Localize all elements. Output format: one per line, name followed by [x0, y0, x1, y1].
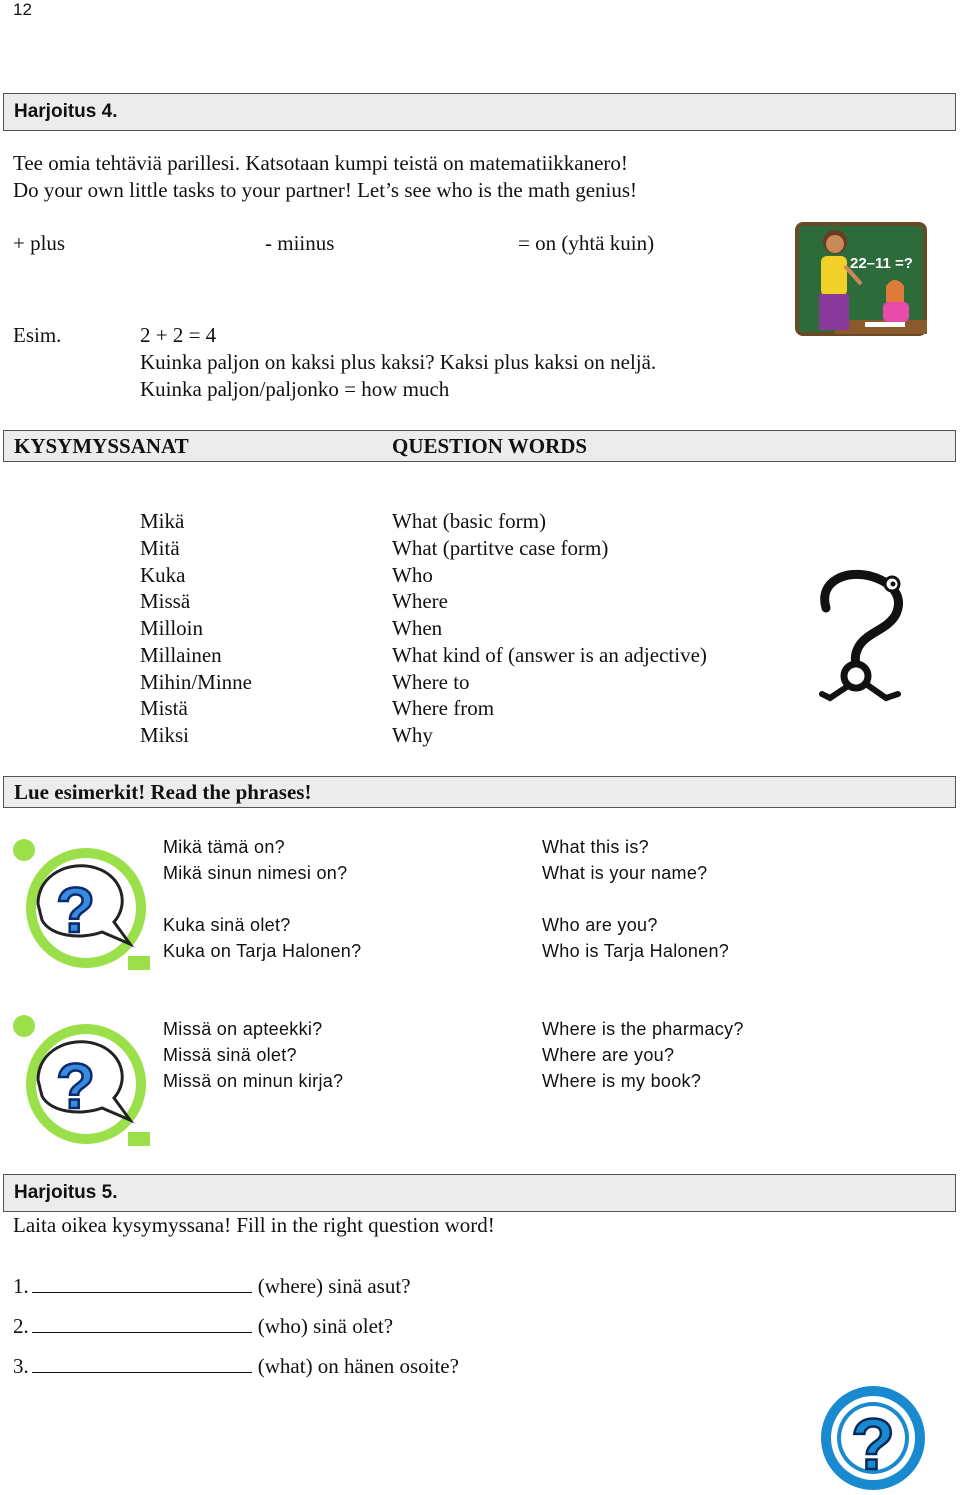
word-en: Why — [392, 723, 433, 747]
svg-text:?: ? — [56, 1050, 96, 1122]
question-words-header-en: QUESTION WORDS — [392, 434, 588, 458]
exercise-5-title: Harjoitus 5. — [14, 1182, 118, 1203]
operator-plus: + plus — [13, 231, 66, 255]
word-en: Who — [392, 563, 433, 587]
operator-equals: = on (yhtä kuin) — [518, 231, 655, 255]
word-en: Where — [392, 589, 448, 613]
item-text: (what) on hänen osoite? — [257, 1354, 459, 1378]
question-mark-figure-icon — [808, 566, 913, 706]
question-circle-icon — [815, 1383, 930, 1493]
exercise-5-instruction: Laita oikea kysymyssana! Fill in the right question word! — [13, 1213, 495, 1237]
item-text: (who) sinä olet? — [257, 1314, 394, 1338]
item-number: 3. — [13, 1354, 29, 1378]
example-equation: 2 + 2 = 4 — [140, 323, 217, 347]
operator-minus: - miinus — [265, 231, 335, 255]
word-fi: Mikä — [140, 509, 185, 533]
phrase-en: Who is Tarja Halonen? — [542, 941, 730, 961]
svg-text:?: ? — [56, 874, 96, 946]
svg-text:?: ? — [851, 1405, 895, 1485]
word-en: Where from — [392, 696, 495, 720]
fill-in-item — [13, 1314, 393, 1339]
exercise-5-header — [3, 1174, 956, 1212]
word-fi: Mitä — [140, 536, 180, 560]
word-en: What (basic form) — [392, 509, 546, 533]
phrase-fi: Mikä tämä on? — [163, 837, 285, 857]
question-bubble-icon — [10, 836, 150, 972]
exercise-4-title: Harjoitus 4. — [14, 101, 118, 122]
phrase-fi: Missä sinä olet? — [163, 1045, 297, 1065]
phrase-fi: Missä on minun kirja? — [163, 1071, 344, 1091]
word-fi: Miksi — [140, 723, 190, 747]
page-number: 12 — [13, 0, 32, 19]
phrase-en: What is your name? — [542, 863, 708, 883]
answer-blank[interactable] — [32, 1314, 252, 1333]
example-label: Esim. — [13, 323, 62, 347]
answer-blank[interactable] — [32, 1274, 252, 1293]
question-bubble-icon — [10, 1012, 150, 1148]
word-en: When — [392, 616, 443, 640]
phrase-en: Who are you? — [542, 915, 658, 935]
word-en: What kind of (answer is an adjective) — [392, 643, 707, 667]
phrases-header — [3, 776, 956, 808]
word-fi: Mihin/Minne — [140, 670, 253, 694]
item-number: 2. — [13, 1314, 29, 1338]
phrase-fi: Kuka on Tarja Halonen? — [163, 941, 362, 961]
exercise-4-header — [3, 93, 956, 131]
question-words-header-fi: KYSYMYSSANAT — [14, 434, 189, 458]
phrase-fi: Kuka sinä olet? — [163, 915, 291, 935]
word-fi: Mistä — [140, 696, 188, 720]
example-question: Kuinka paljon on kaksi plus kaksi? Kaksi plus kaksi on neljä. — [140, 350, 657, 374]
fill-in-item — [13, 1274, 411, 1299]
word-en: What (partitve case form) — [392, 536, 609, 560]
item-text: (where) sinä asut? — [257, 1274, 411, 1298]
phrase-en: Where are you? — [542, 1045, 675, 1065]
exercise-4-instruction-fi: Tee omia tehtäviä parillesi. Katsotaan kumpi teistä on matematiikkanero! — [13, 151, 628, 175]
phrase-fi: Missä on apteekki? — [163, 1019, 323, 1039]
word-en: Where to — [392, 670, 470, 694]
word-fi: Milloin — [140, 616, 204, 640]
word-fi: Kuka — [140, 563, 186, 587]
word-fi: Millainen — [140, 643, 222, 667]
phrases-header-text: Lue esimerkit! Read the phrases! — [14, 780, 312, 804]
phrase-en: What this is? — [542, 837, 649, 857]
blackboard-text: 22–11 =? — [850, 255, 913, 272]
phrase-en: Where is the pharmacy? — [542, 1019, 744, 1039]
phrase-en: Where is my book? — [542, 1071, 702, 1091]
exercise-4-instruction-en: Do your own little tasks to your partner! Let’s see who is the math genius! — [13, 178, 638, 202]
item-number: 1. — [13, 1274, 29, 1298]
question-words-header — [3, 430, 956, 462]
word-fi: Missä — [140, 589, 191, 613]
phrase-fi: Mikä sinun nimesi on? — [163, 863, 348, 883]
fill-in-item — [13, 1354, 459, 1379]
answer-blank[interactable] — [32, 1354, 252, 1373]
teacher-blackboard-illustration — [795, 220, 930, 342]
example-note: Kuinka paljon/paljonko = how much — [140, 377, 450, 401]
